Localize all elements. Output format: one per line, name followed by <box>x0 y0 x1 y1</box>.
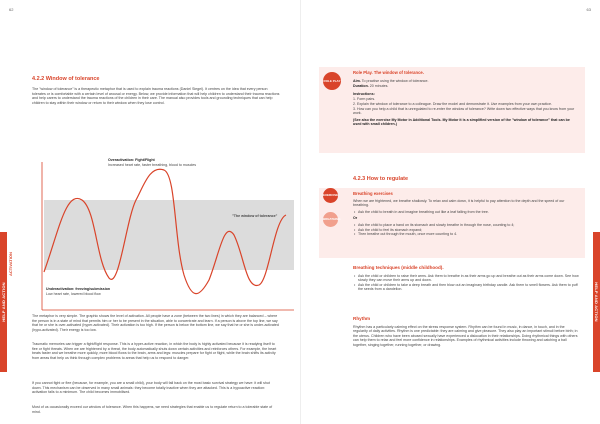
breathing-content: Breathing exercises When we are frightened, we breathe shallowly. To relax and calm down, it is helpful to pay attention to the depth and the speed of our breathing. • Ask the child to breath in and imagine breathing out like a leaf falling from the tree. Or • Ask the child to place a hand on its stomach and slowly breathe in through the nose, counting to 4; • Ask the child to feel its stomach expand; • Then breathe out through the mouth, once more counting to 4. <box>353 192 579 237</box>
bullet-1: • Ask the child to breath in and imagine breathing out like a leaf falling from the tree. <box>353 210 579 215</box>
technique-1: • Ask the child or children to raise their arms. Ask them to breathe in as their arms go up and breathe out as their arms come down. See how slowly they can move their arms up and down. <box>353 274 579 283</box>
body-paragraph-4: Most of us occasionally exceed our window of tolerance. When this happens, we need strategies that enable us to regulate return to a tolerable state of mind. <box>32 405 273 414</box>
section-heading: 4.2.3 How to regulate <box>353 176 409 182</box>
section-heading: 4.2.2 Window of tolerance <box>32 76 100 82</box>
techniques-section <box>353 266 579 292</box>
roleplay-icon: ROLE PLAY <box>323 72 341 90</box>
roleplay-content: Role Play. The window of tolerance. Aim. To practise using the window of tolerance. Duration. 20 minutes. Instructions: 1. Form pairs. 2. Explain the window of tolerance to a colleague. Draw the model and demonstrate it. Use examples from your own practice. 3. How can you help a child that is unregulated to re-enter the window of tolerance? Write down two effective ways that you know from your work. (See also the exercise My Motor in Additional Tools. My Motor it is a simplified version of the "window of tolerance" that can be used with small children.) <box>353 71 577 127</box>
overactivation-annotation: Overactivation: Fight/Flight Increased heart rate, faster breathing, blood to muscles <box>108 158 197 167</box>
see-also-note: (See also the exercise My Motor in Additional Tools. My Motor it is a simplified version of the "window of tolerance" that can be used with small children.) <box>353 117 570 127</box>
window-label: "The window of tolerance" <box>232 214 278 218</box>
page-number: 63 <box>586 7 591 12</box>
underactivation-annotation: Underactivation: freezing/submission Low heart rate, lowered blood flow <box>46 287 111 296</box>
body-paragraph-1: The metaphor is very simple. The graphic shows the level of activation. All people have a zone (between the two lines) in which they are balanced – where the person is in a state of mind that permits him or her to be present in the situation, able to concentrate and learn. If a person is above the top line, we say that he or she is over-activated (hyper-activated). Their activation is too high. If the person is below the bottom line, we say that he or she is under-activated (hypo-activated). Their energy is too low. <box>32 314 279 332</box>
step-2: 2. Explain the window of tolerance to a colleague. Draw the model and demonstrate it. Use examples from your own practice. <box>353 101 552 106</box>
bullet-4: • Then breathe out through the mouth, once more counting to 4. <box>353 232 579 237</box>
rhythm-section <box>353 317 579 348</box>
tolerance-band <box>44 200 294 270</box>
step-1: 1. Form pairs. <box>353 97 376 102</box>
rhythm-title: Rhythm <box>353 316 371 321</box>
side-tab: HELP AND ACTION <box>0 232 7 372</box>
breathing-title: Breathing exercises <box>353 191 393 196</box>
roleplay-title: Role Play. The window of tolerance. <box>353 70 424 75</box>
body-paragraph-2: Traumatic memories can trigger a fight/flight response. This is a hyper-active reaction, in which the body is highly activated because it is readying itself to flee or fight threats. When we are frightened by a threat, the body automatically shuts down certain activities and reinforces others. For example, the heart beats faster and we breathe more quickly, more blood flows to the brain, arms and legs: muscles prepare for fight or flight, while the brain shifts its activity from areas that help us think through complex problems to areas that help us to respond to danger. <box>32 342 277 360</box>
left-page: 62 HELP AND ACTION 4.2.2 Window of tolerance The "window of tolerance" is a therapeutic metaphor that is used to explain trauma reactions (Daniel Siegel). It centres on the idea that every person tolerates or is comfortable with a certain level of arousal or energy. Below, we provide information that will help children to understand their trauma reactions and help carers to understand the trauma reactions of the children in their care. The manual also provides tools and grounding techniques that can help children to stay within their window or return to their window when they lose control. ACTIVATION Overactivation: Fight/Flight Increased heart rate, faster breathing, blood to muscles "The window of tolerance" Underactivation: freezing/submission Low heart rate, lowered blood flow The metaphor is very simple. The graphic shows the level of activation. All people have a zone (between the two lines) in which they are balanced – where the person is in a state of mind that permits him or her to be present in the situation, able to concentrate and learn. If a person is above the top line, we say that he or she is over-activated (hyper-activated). Their activation is too high. If the person is below the bottom line, we say that he or she is under-activated (hypo-activated). Their energy is too low. Traumatic memories can trigger a fight/flight response. This is a hyper-active reaction, in which the body is highly activated because it is readying itself to flee or fight threats. When we are frightened by a threat, the body automatically shuts down certain activities and reinforces others. For example, the heart beats faster and we breathe more quickly, more blood flows to the brain, arms and legs: muscles prepare for fight or flight, while the brain shifts its activity from areas that help us think through complex problems to areas that help us to respond to danger. If you cannot fight or flee (because, for example, you are a small child), your body will fall back on the most basic survival strategy we have: it will shut down. This mechanism can be observed in many small animals: they become totally inactive when they are attacked. This is a hypoactive reaction: activation falls to a minimum. The child becomes immobilised. Most of us occasionally exceed our window of tolerance. When this happens, we need strategies that enable us to regulate return to a tolerable state of mind. <box>0 0 300 424</box>
techniques-title: Breathing techniques (middle childhood). <box>353 265 444 270</box>
side-tab: HELP AND ACTION <box>593 232 600 372</box>
intro-paragraph: The "window of tolerance" is a therapeutic metaphor that is used to explain trauma reactions (Daniel Siegel). It centres on the idea that every person tolerates or is comfortable with a certain level of arousal or energy. Below, we provide information that will help children to understand their trauma reactions and help carers to understand the trauma reactions of the children in their care. The manual also provides tools and grounding techniques that can help children to stay within their window or return to their window when they lose control. <box>32 87 280 105</box>
body-paragraph-3: If you cannot fight or flee (because, for example, you are a small child), your body will fall back on the most basic survival strategy we have: it will shut down. This mechanism can be observed in many small animals: they become totally inactive when they are attacked. This is a hypoactive reaction: activation falls to a minimum. The child becomes immobilised. <box>32 381 270 395</box>
right-page <box>300 0 600 424</box>
page-number: 62 <box>9 7 14 12</box>
bullet-3: • Ask the child to feel its stomach expand; <box>353 228 579 233</box>
rhythm-text: Rhythm has a particularly calming effect on the stress response system. Rhythm can be found in music, in dance, in touch, and in the regularity of daily activities. Rhythm is one predictable: they are calming and give pleasure. They also play an important stimuli before birth; in the uterus. Children who have been abused sexually have experienced a dislocation in their relationships. Doing rhythmical things with others can help them to relax and feel more confidence in relationships. Examples of rhythmical activities include throwing and catching a ball together, singing together, running together, or drawing. <box>353 324 578 347</box>
technique-2: • Ask the child or children to take a deep breath and then blow out an imaginary birthday candle. Ask them to smell flowers. Ask them to puff the seeds from a dandelion. <box>353 283 579 292</box>
breathing-icon: BREATHING <box>323 212 338 227</box>
exercise-icon: EXERCISE <box>323 188 338 203</box>
step-3: 3. How can you help a child that is unregulated to re-enter the window of tolerance? Write down two effective ways that you know from your work. <box>353 106 575 116</box>
bullet-2: • Ask the child to place a hand on its stomach and slowly breathe in through the nose, counting to 4; <box>353 223 579 228</box>
or-label: Or <box>353 216 358 221</box>
